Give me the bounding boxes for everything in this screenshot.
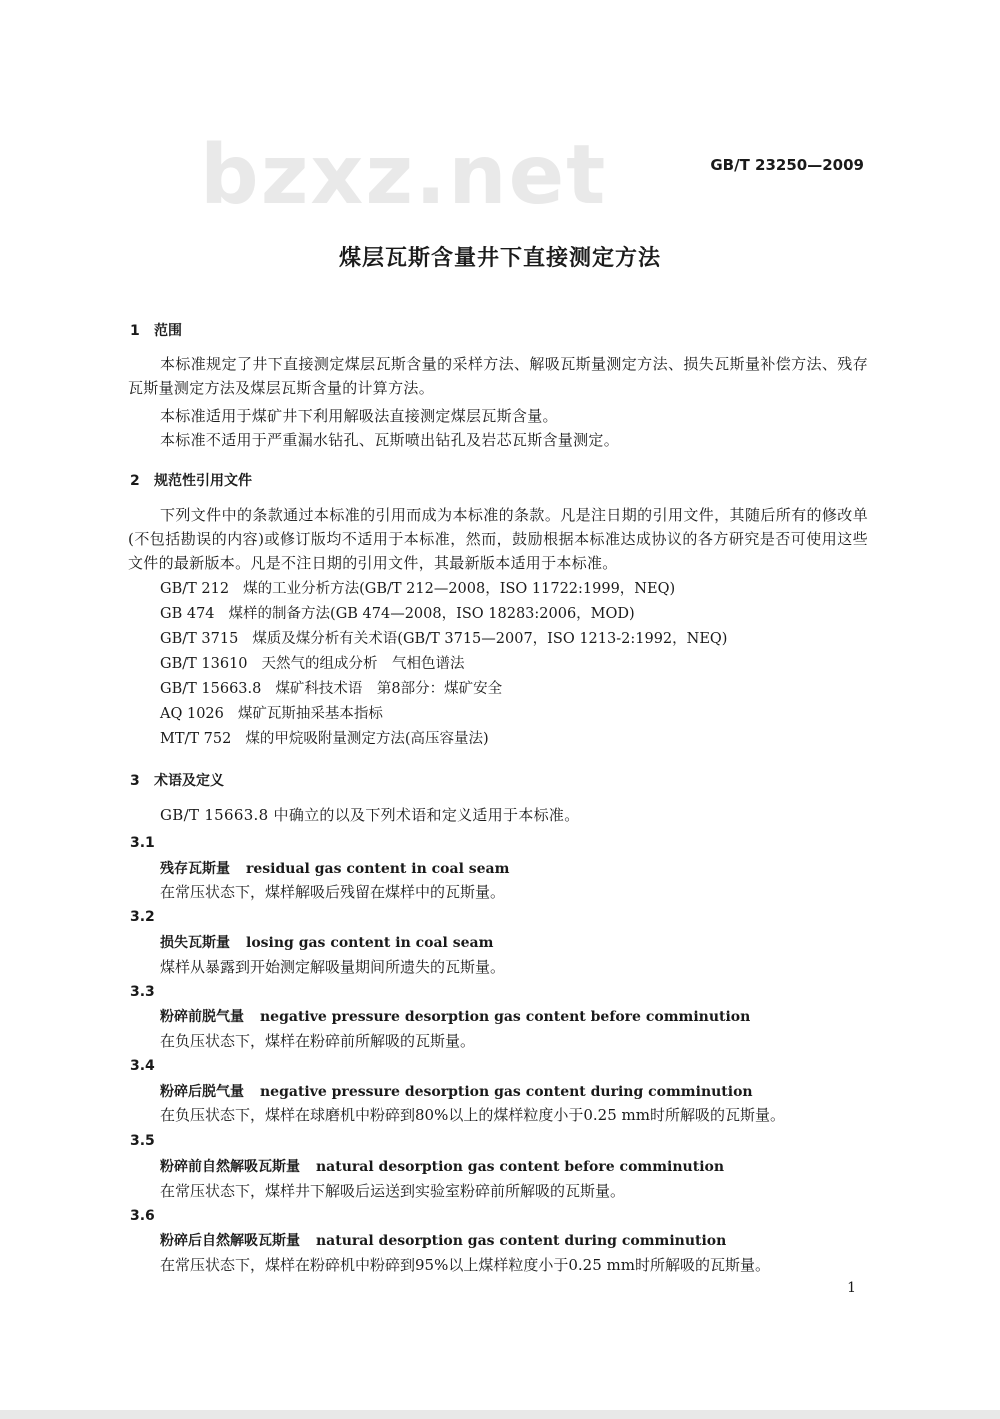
term-heading <box>160 858 509 878</box>
term-definition: 在常压状态下，煤样井下解吸后运送到实验室粉碎前所解吸的瓦斯量。 <box>160 1182 626 1200</box>
section-1-paragraph-2: 本标准适用于煤矿井下利用解吸法直接测定煤层瓦斯含量。 <box>160 407 558 425</box>
reference-item <box>160 652 727 677</box>
term-number: 3.2 <box>130 909 155 925</box>
term-heading <box>160 932 493 952</box>
term-chinese: 粉碎后脱气量 <box>160 1084 244 1100</box>
term-definition: 在负压状态下，煤样在粉碎前所解吸的瓦斯量。 <box>160 1032 476 1050</box>
reference-title: 煤质及煤分析有关术语(GB/T 3715—2007，ISO 1213-2:1992，NEQ) <box>252 631 728 647</box>
term-chinese: 粉碎前脱气量 <box>160 1009 244 1025</box>
reference-item <box>160 727 727 752</box>
term-chinese: 损失瓦斯量 <box>160 935 230 951</box>
reference-code: GB 474 <box>160 606 215 622</box>
section-3-heading <box>130 770 224 790</box>
reference-item <box>160 602 727 627</box>
reference-code: GB/T 15663.8 <box>160 681 262 697</box>
reference-code: GB/T 13610 <box>160 656 248 672</box>
term-number: 3.4 <box>130 1058 155 1074</box>
term-number: 3.5 <box>130 1133 155 1149</box>
reference-item <box>160 627 727 652</box>
watermark: bzxz.net <box>200 128 608 223</box>
section-2-heading <box>130 470 252 490</box>
term-heading <box>160 1081 753 1101</box>
term-definition: 煤样从暴露到开始测定解吸量期间所遗失的瓦斯量。 <box>160 958 506 976</box>
reference-item <box>160 702 727 727</box>
term-english: negative pressure desorption gas content during comminution <box>260 1084 753 1100</box>
term-chinese: 残存瓦斯量 <box>160 861 230 877</box>
term-definition: 在负压状态下，煤样在球磨机中粉碎到80%以上的煤样粒度小于0.25 mm时所解吸的瓦斯量。 <box>160 1106 785 1124</box>
term-english: losing gas content in coal seam <box>246 935 494 951</box>
section-2-intro: 下列文件中的条款通过本标准的引用而成为本标准的条款。凡是注日期的引用文件，其随后所有的修改单(不包括勘误的内容)或修订版均不适用于本标准，然而，鼓励根据本标准达成协议的各方研究是否可使用这些文件的最新版本。凡是不注日期的引用文件，其最新版本适用于本标准。 <box>128 506 868 572</box>
reference-code: MT/T 752 <box>160 731 232 747</box>
section-number: 2 <box>130 473 140 489</box>
page-number: 1 <box>847 1280 856 1296</box>
term-number: 3.3 <box>130 984 155 1000</box>
section-title: 术语及定义 <box>154 773 224 789</box>
reference-code: GB/T 3715 <box>160 631 239 647</box>
section-number: 3 <box>130 773 140 789</box>
term-english: residual gas content in coal seam <box>246 861 510 877</box>
section-number: 1 <box>130 323 140 339</box>
section-1-paragraph-1: 本标准规定了井下直接测定煤层瓦斯含量的采样方法、解吸瓦斯量测定方法、损失瓦斯量补偿方法、残存瓦斯量测定方法及煤层瓦斯含量的计算方法。 <box>128 355 868 397</box>
term-number: 3.6 <box>130 1208 155 1224</box>
section-1-paragraph-3: 本标准不适用于严重漏水钻孔、瓦斯喷出钻孔及岩芯瓦斯含量测定。 <box>160 431 620 449</box>
reference-item <box>160 677 727 702</box>
reference-code: GB/T 212 <box>160 581 230 597</box>
term-chinese: 粉碎后自然解吸瓦斯量 <box>160 1233 300 1249</box>
reference-title: 煤的工业分析方法(GB/T 212—2008，ISO 11722:1999，NEQ) <box>243 581 676 597</box>
term-definition: 在常压状态下，煤样解吸后残留在煤样中的瓦斯量。 <box>160 883 506 901</box>
section-1-heading <box>130 320 182 340</box>
reference-title: 煤矿瓦斯抽采基本指标 <box>237 706 383 722</box>
reference-title: 煤样的制备方法(GB 474—2008，ISO 18283:2006，MOD) <box>228 606 635 622</box>
section-title: 规范性引用文件 <box>154 473 252 489</box>
section-3-intro: GB/T 15663.8 中确立的以及下列术语和定义适用于本标准。 <box>160 806 580 824</box>
reference-item <box>160 577 727 602</box>
term-chinese: 粉碎前自然解吸瓦斯量 <box>160 1159 300 1175</box>
reference-title: 煤的甲烷吸附量测定方法(高压容量法) <box>245 731 489 747</box>
term-english: negative pressure desorption gas content before comminution <box>260 1009 751 1025</box>
term-heading <box>160 1156 724 1176</box>
term-definition: 在常压状态下，煤样在粉碎机中粉碎到95%以上煤样粒度小于0.25 mm时所解吸的瓦斯量。 <box>160 1256 770 1274</box>
reference-title: 煤矿科技术语 第8部分：煤矿安全 <box>275 681 503 697</box>
reference-title: 天然气的组成分析 气相色谱法 <box>261 656 465 672</box>
page-bottom-edge <box>0 1410 1000 1419</box>
standard-number: GB/T 23250—2009 <box>710 156 864 174</box>
section-title: 范围 <box>154 323 182 339</box>
reference-code: AQ 1026 <box>160 706 224 722</box>
term-heading <box>160 1006 750 1026</box>
normative-reference-list <box>160 577 727 752</box>
term-english: natural desorption gas content during comminution <box>316 1233 727 1249</box>
term-number: 3.1 <box>130 835 155 851</box>
term-heading <box>160 1230 726 1250</box>
document-title: 煤层瓦斯含量井下直接测定方法 <box>338 246 661 271</box>
term-english: natural desorption gas content before comminution <box>316 1159 725 1175</box>
